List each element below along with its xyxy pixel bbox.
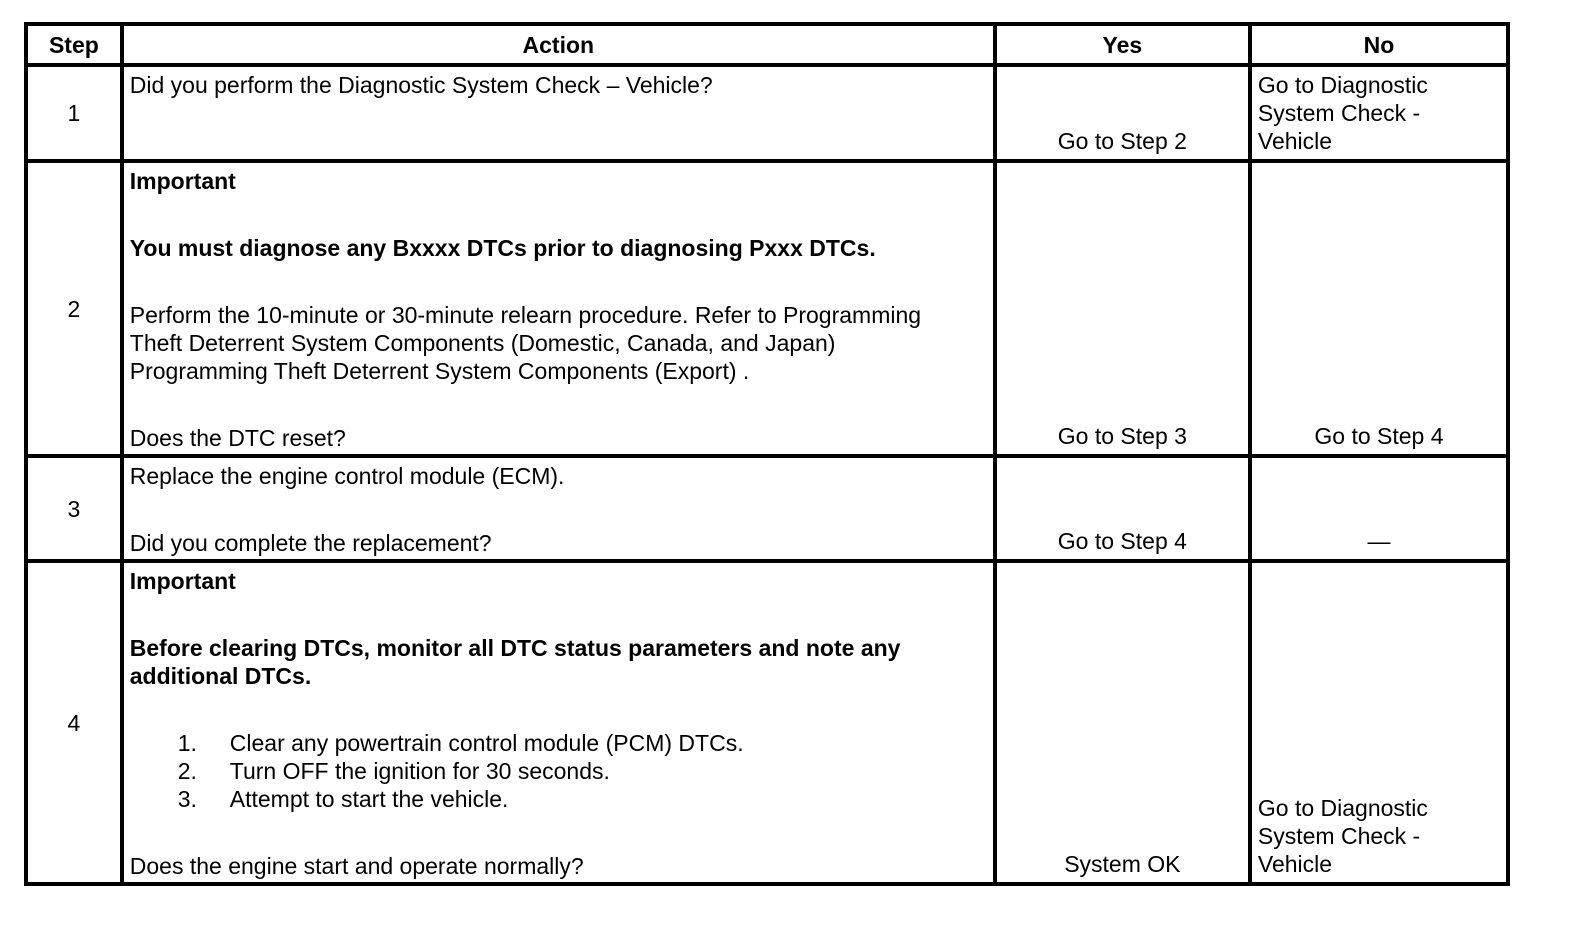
step-number: 2 [26,161,122,456]
no-cell [1250,561,1508,884]
step-number: 1 [26,65,122,161]
action-cell [122,561,995,884]
list-number: 1. [177,730,197,756]
important-text: You must diagnose any Bxxxx DTCs prior to diagnosing Pxxx DTCs. [129,235,876,261]
list-item [130,757,987,785]
important-text-line: Before clearing DTCs, monitor all DTC status parameters and note any [129,635,901,661]
yes-cell: Go to Step 3 [995,161,1250,456]
list-text: Clear any powertrain control module (PCM) DTCs. [229,730,744,756]
list-item [130,785,987,813]
list-number: 3. [177,786,197,812]
no-cell: — [1250,456,1508,561]
list-number: 2. [177,758,197,784]
table-row [26,65,1508,161]
header-yes: Yes [995,24,1250,65]
step-number: 3 [26,456,122,561]
no-line: Vehicle [1257,851,1333,877]
important-label: Important [129,168,236,194]
list-item [130,729,987,757]
table-row [26,456,1508,561]
action-instruction: Replace the engine control module (ECM). [129,463,565,489]
header-no: No [1250,24,1508,65]
no-line: Go to Diagnostic [1257,795,1428,821]
action-cell [122,456,995,561]
header-action: Action [122,24,995,65]
action-cell [122,65,995,161]
action-question: Does the engine start and operate normally? [129,853,584,879]
step-number: 4 [26,561,122,884]
yes-cell: Go to Step 2 [995,65,1250,161]
important-text-line: additional DTCs. [129,663,312,689]
action-question: Did you perform the Diagnostic System Check – Vehicle? [129,72,713,98]
table-header-row [26,24,1508,65]
no-cell: Go to Step 4 [1250,161,1508,456]
no-line: Vehicle [1257,128,1333,154]
action-body-line: Programming Theft Deterrent System Components (Export) . [129,358,750,384]
action-cell [122,161,995,456]
list-text: Attempt to start the vehicle. [229,786,509,812]
important-label: Important [129,568,236,594]
yes-cell: Go to Step 4 [995,456,1250,561]
table-row [26,561,1508,884]
action-question: Does the DTC reset? [129,425,346,451]
header-step: Step [26,24,122,65]
list-text: Turn OFF the ignition for 30 seconds. [229,758,610,784]
diagnostic-table [24,22,1510,886]
procedure-list [130,729,987,813]
action-body-line: Theft Deterrent System Components (Domestic, Canada, and Japan) [129,330,836,356]
no-cell [1250,65,1508,161]
action-body-line: Perform the 10-minute or 30-minute relearn procedure. Refer to Programming [129,302,922,328]
action-question: Did you complete the replacement? [129,530,492,556]
no-line: System Check - [1257,823,1421,849]
yes-cell: System OK [995,561,1250,884]
no-line: Go to Diagnostic [1257,72,1428,98]
table-row [26,161,1508,456]
no-line: System Check - [1257,100,1421,126]
